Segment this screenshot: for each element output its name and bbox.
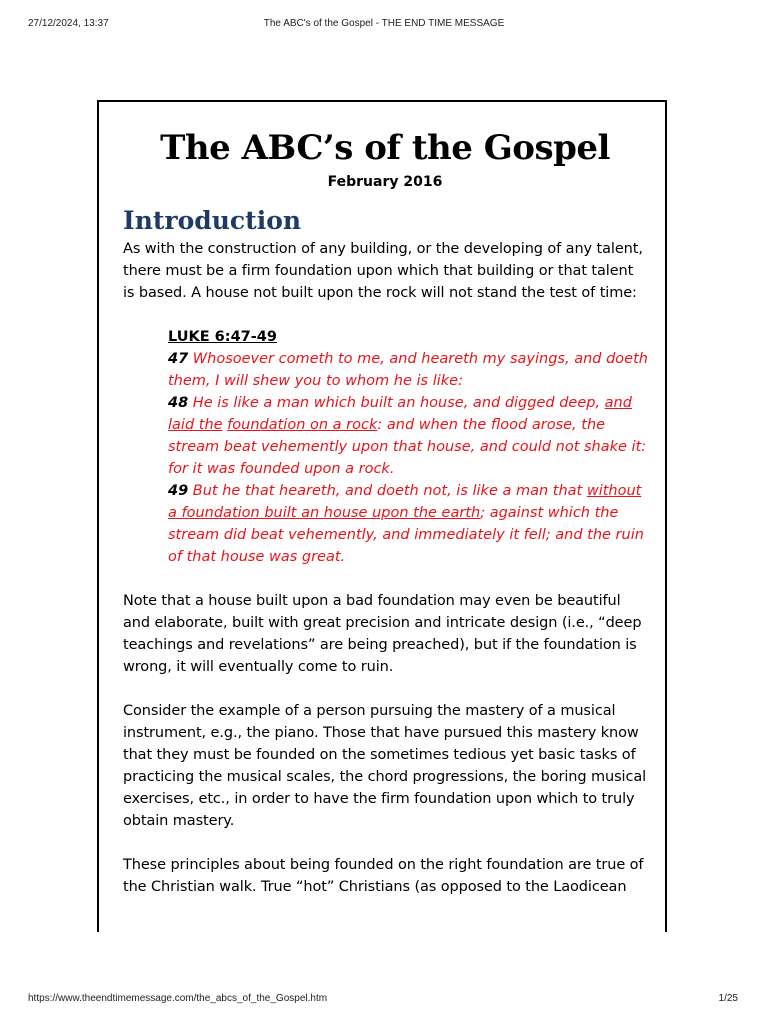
scripture-verses — [168, 348, 648, 568]
verse-text: ; against which the stream did beat vehemently, and immediately it fell; and the ruin of that house was great. — [168, 505, 644, 565]
body-paragraph: Note that a house built upon a bad foundation may even be beautiful and elaborate, built with great precision and intricate design (i.e., “deep teachings and revelations” are being preached), but if the foundation is wrong, it will eventually come to ruin. — [123, 593, 642, 675]
print-datetime: 27/12/2024, 13:37 — [28, 18, 109, 29]
scripture-verse — [168, 348, 648, 392]
verse-number: 47 — [168, 351, 189, 367]
verse-text: without a foundation built an house upon the earth — [168, 483, 642, 521]
verse-number: 48 — [168, 395, 189, 411]
document-date: February 2016 — [327, 174, 443, 190]
scripture-reference: LUKE 6:47-49 — [168, 329, 277, 345]
source-url-link[interactable]: https://www.theendtimemessage.com/the_abcs_of_the_Gospel.htm — [28, 993, 328, 1004]
verse-number: 49 — [168, 483, 189, 499]
document-page — [97, 100, 667, 932]
verse-text: : and when the flood arose, the stream beat vehemently upon that house, and could not shake it: for it was founded upon a rock. — [168, 417, 647, 477]
section-heading: Introduction — [123, 206, 302, 235]
print-header — [0, 18, 768, 32]
body-paragraph: Consider the example of a person pursuing the mastery of a musical instrument, e.g., the piano. Those that have pursued this mastery know that they must be founded on the sometimes tedious yet basic tasks of practicing the musical scales, the chord progressions, the boring musical exercises, etc., in order to have the firm foundation upon which to truly obtain mastery. — [123, 703, 647, 829]
scripture-block — [168, 326, 648, 568]
document-content — [123, 124, 647, 898]
verse-text: He is like a man which built an house, and digged deep, — [188, 395, 605, 411]
body-paragraph: These principles about being founded on the right foundation are true of the Christian walk. True “hot” Christians (as opposed to the Laodicean — [123, 857, 644, 895]
document-title: The ABC’s of the Gospel — [160, 128, 610, 168]
print-doc-title: The ABC's of the Gospel - THE END TIME MESSAGE — [263, 18, 505, 29]
scripture-verse — [168, 480, 648, 568]
intro-paragraph: As with the construction of any building, or the developing of any talent, there must be a firm foundation upon which that building or that talent is based. A house not built upon the rock will not stand the test of time: — [123, 241, 643, 301]
verse-text: But he that heareth, and doeth not, is like a man that — [188, 483, 587, 499]
page-number: 1/25 — [718, 993, 738, 1004]
scripture-verse — [168, 392, 648, 480]
verse-text: foundation on a rock — [227, 417, 378, 433]
print-footer — [0, 993, 768, 1007]
verse-text: and laid the — [168, 395, 632, 433]
verse-text: Whosoever cometh to me, and heareth my sayings, and doeth them, I will shew you to whom he is like: — [168, 351, 648, 389]
